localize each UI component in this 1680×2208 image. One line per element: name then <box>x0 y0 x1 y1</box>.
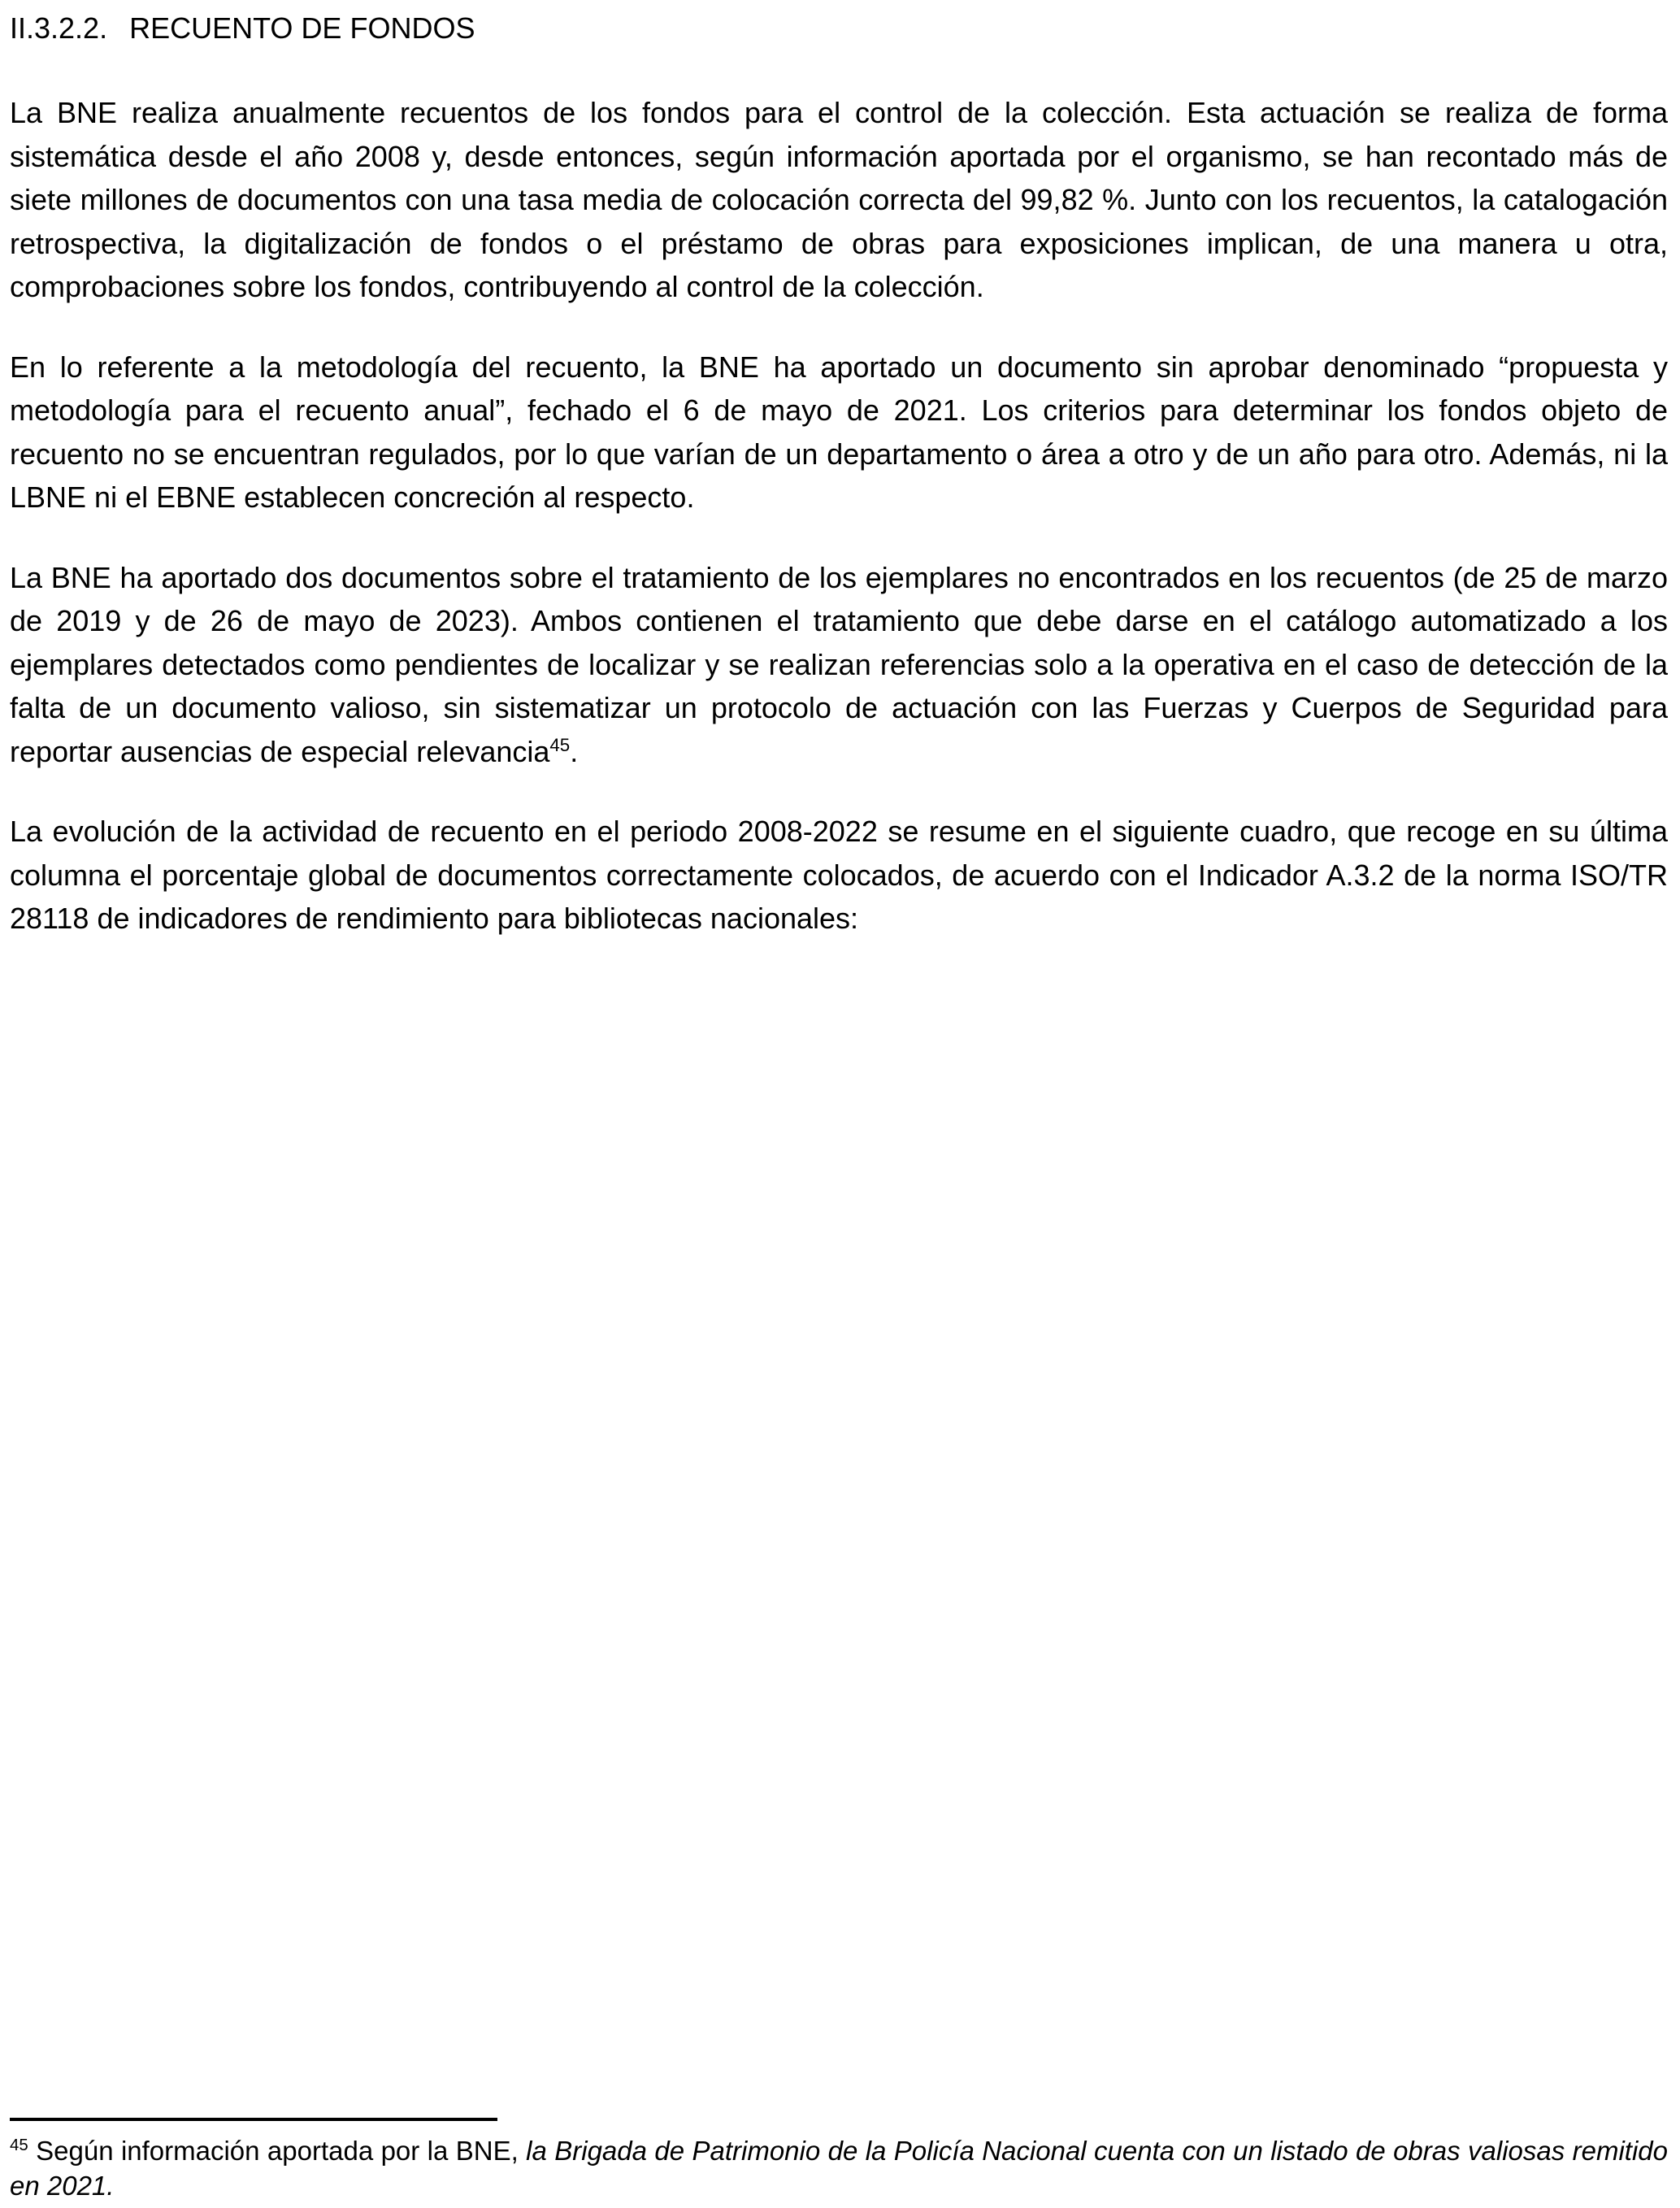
footnote-reference-45: 45 <box>549 734 571 755</box>
section-number: II.3.2.2. <box>10 11 108 45</box>
paragraph-ejemplares-suffix: . <box>570 734 579 768</box>
paragraph-ejemplares-text: La BNE ha aportado dos documentos sobre el tratamiento de los ejemplares no encontrados en los recuentos (de 25 de marzo de 2019 y de 26 de mayo de 2023). Ambos contienen el tratamiento que debe darse en el catálogo automatizado a los ejemplares detectados como pendientes de localizar y se realizan referencias solo a la operativa en el caso de detección de la falta de un documento valioso, sin sistematizar un protocolo de actuación con las Fuerzas y Cuerpos de Seguridad para reportar ausencias de especial relevancia <box>10 560 1668 768</box>
section-heading <box>10 7 1668 50</box>
document-body <box>10 7 1668 941</box>
footnote-45 <box>10 2134 1668 2203</box>
footnote-lead-text: Según información aportada por la BNE, <box>28 2136 527 2166</box>
paragraph-evolucion: La evolución de la actividad de recuento en el periodo 2008-2022 se resume en el siguiente cuadro, que recoge en su última columna el porcentaje global de documentos correctamente colocados, de acuerdo con el Indicador A.3.2 de la norma ISO/TR 28118 de indicadores de rendimiento para bibliotecas nacionales: <box>10 815 1668 935</box>
footnote-separator-rule <box>10 2118 497 2121</box>
paragraph-metodologia: En lo referente a la metodología del recuento, la BNE ha aportado un documento sin aprobar denominado “propuesta y metodología para el recuento anual”, fechado el 6 de mayo de 2021. Los criterios para determinar los fondos objeto de recuento no se encuentran regulados, por lo que varían de un departamento o área a otro y de un año para otro. Además, ni la LBNE ni el EBNE establecen concreción al respecto. <box>10 350 1668 514</box>
paragraph-recuentos: La BNE realiza anualmente recuentos de los fondos para el control de la colección. Esta actuación se realiza de forma sistemática desde el año 2008 y, desde entonces, según información aportada por el organismo, se han recontado más de siete millones de documentos con una tasa media de colocación correcta del 99,82 %. Junto con los recuentos, la catalogación retrospectiva, la digitalización de fondos o el préstamo de obras para exposiciones implican, de una manera u otra, comprobaciones sobre los fondos, contribuyendo al control de la colección. <box>10 96 1668 303</box>
section-title: RECUENTO DE FONDOS <box>129 11 475 45</box>
paragraph-ejemplares <box>10 556 1668 774</box>
footnote-marker: 45 <box>10 2136 28 2154</box>
footnote-area <box>10 2118 1668 2203</box>
footnote-italic-text: la Brigada de Patrimonio de la Policía Nacional cuenta con un listado de obras valiosas remitido en 2021. <box>10 2136 1669 2201</box>
